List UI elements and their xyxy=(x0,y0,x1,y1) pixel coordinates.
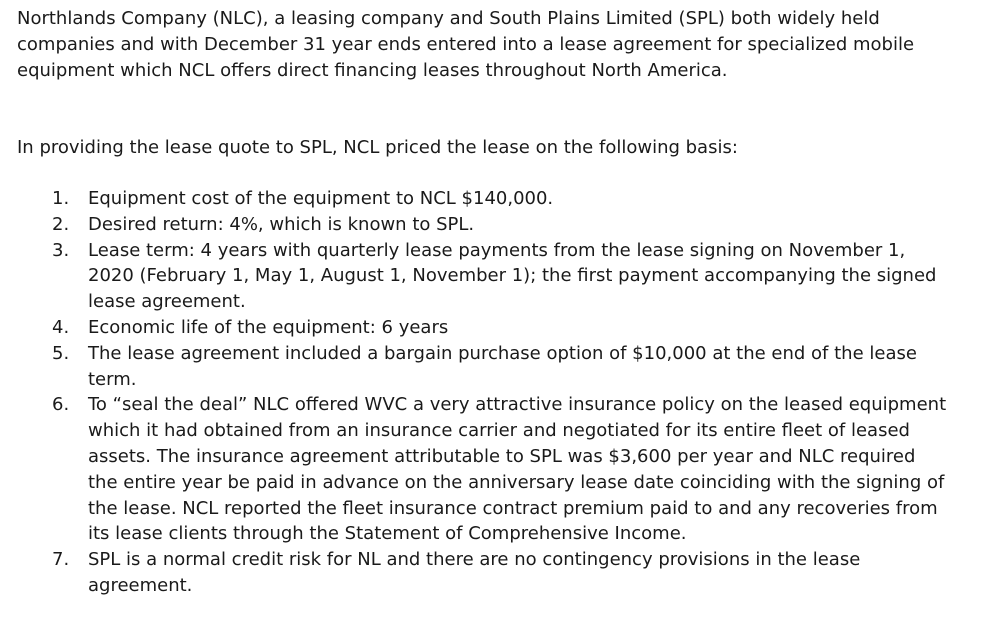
list-item xyxy=(0,392,948,547)
list-item xyxy=(0,315,948,341)
list-item-number: 4. xyxy=(52,316,70,338)
list-item-text: Lease term: 4 years with quarterly lease payments from the lease signing on November 1, 2020 (February 1, May 1, August 1, November 1); the first payment accompanying the signed lease agreement. xyxy=(88,239,937,313)
basis-paragraph: In providing the lease quote to SPL, NCL priced the lease on the following basis: xyxy=(17,137,738,158)
list-item-text: Equipment cost of the equipment to NCL $140,000. xyxy=(88,188,554,209)
lease-terms-list xyxy=(0,186,989,599)
list-item-number: 3. xyxy=(52,239,70,261)
list-item-number: 2. xyxy=(52,213,70,235)
intro-paragraph: Northlands Company (NLC), a leasing company and South Plains Limited (SPL) both widely held companies and with December 31 year ends entered into a lease agreement for specialized mobile equipment which NCL offers direct financing leases throughout North America. xyxy=(17,8,915,81)
list-item xyxy=(0,186,948,212)
list-item-number: 1. xyxy=(52,188,70,209)
list-item-text: SPL is a normal credit risk for NL and there are no contingency provisions in the lease agreement. xyxy=(88,549,861,596)
list-item xyxy=(0,341,948,393)
list-item-text: Desired return: 4%, which is known to SPL. xyxy=(88,213,475,235)
list-item-text: The lease agreement included a bargain purchase option of $10,000 at the end of the lease term. xyxy=(88,342,917,390)
list-item xyxy=(0,547,948,599)
list-item xyxy=(0,212,948,238)
list-item xyxy=(0,238,948,315)
list-item-number: 5. xyxy=(52,342,70,364)
list-item-text: To “seal the deal” NLC offered WVC a very attractive insurance policy on the leased equipment which it had obtained from an insurance carrier and negotiated for its entire fleet of leased assets. The insurance agreement attributable to SPL was $3,600 per year and NLC required the entire year be paid in advance on the anniversary lease date coinciding with the signing of the lease. NCL reported the fleet insurance contract premium paid to and any recoveries from its lease clients through the Statement of Comprehensive Income. xyxy=(88,394,947,545)
list-item-number: 6. xyxy=(52,394,70,416)
list-item-text: Economic life of the equipment: 6 years xyxy=(88,316,449,338)
list-item-number: 7. xyxy=(52,549,70,571)
